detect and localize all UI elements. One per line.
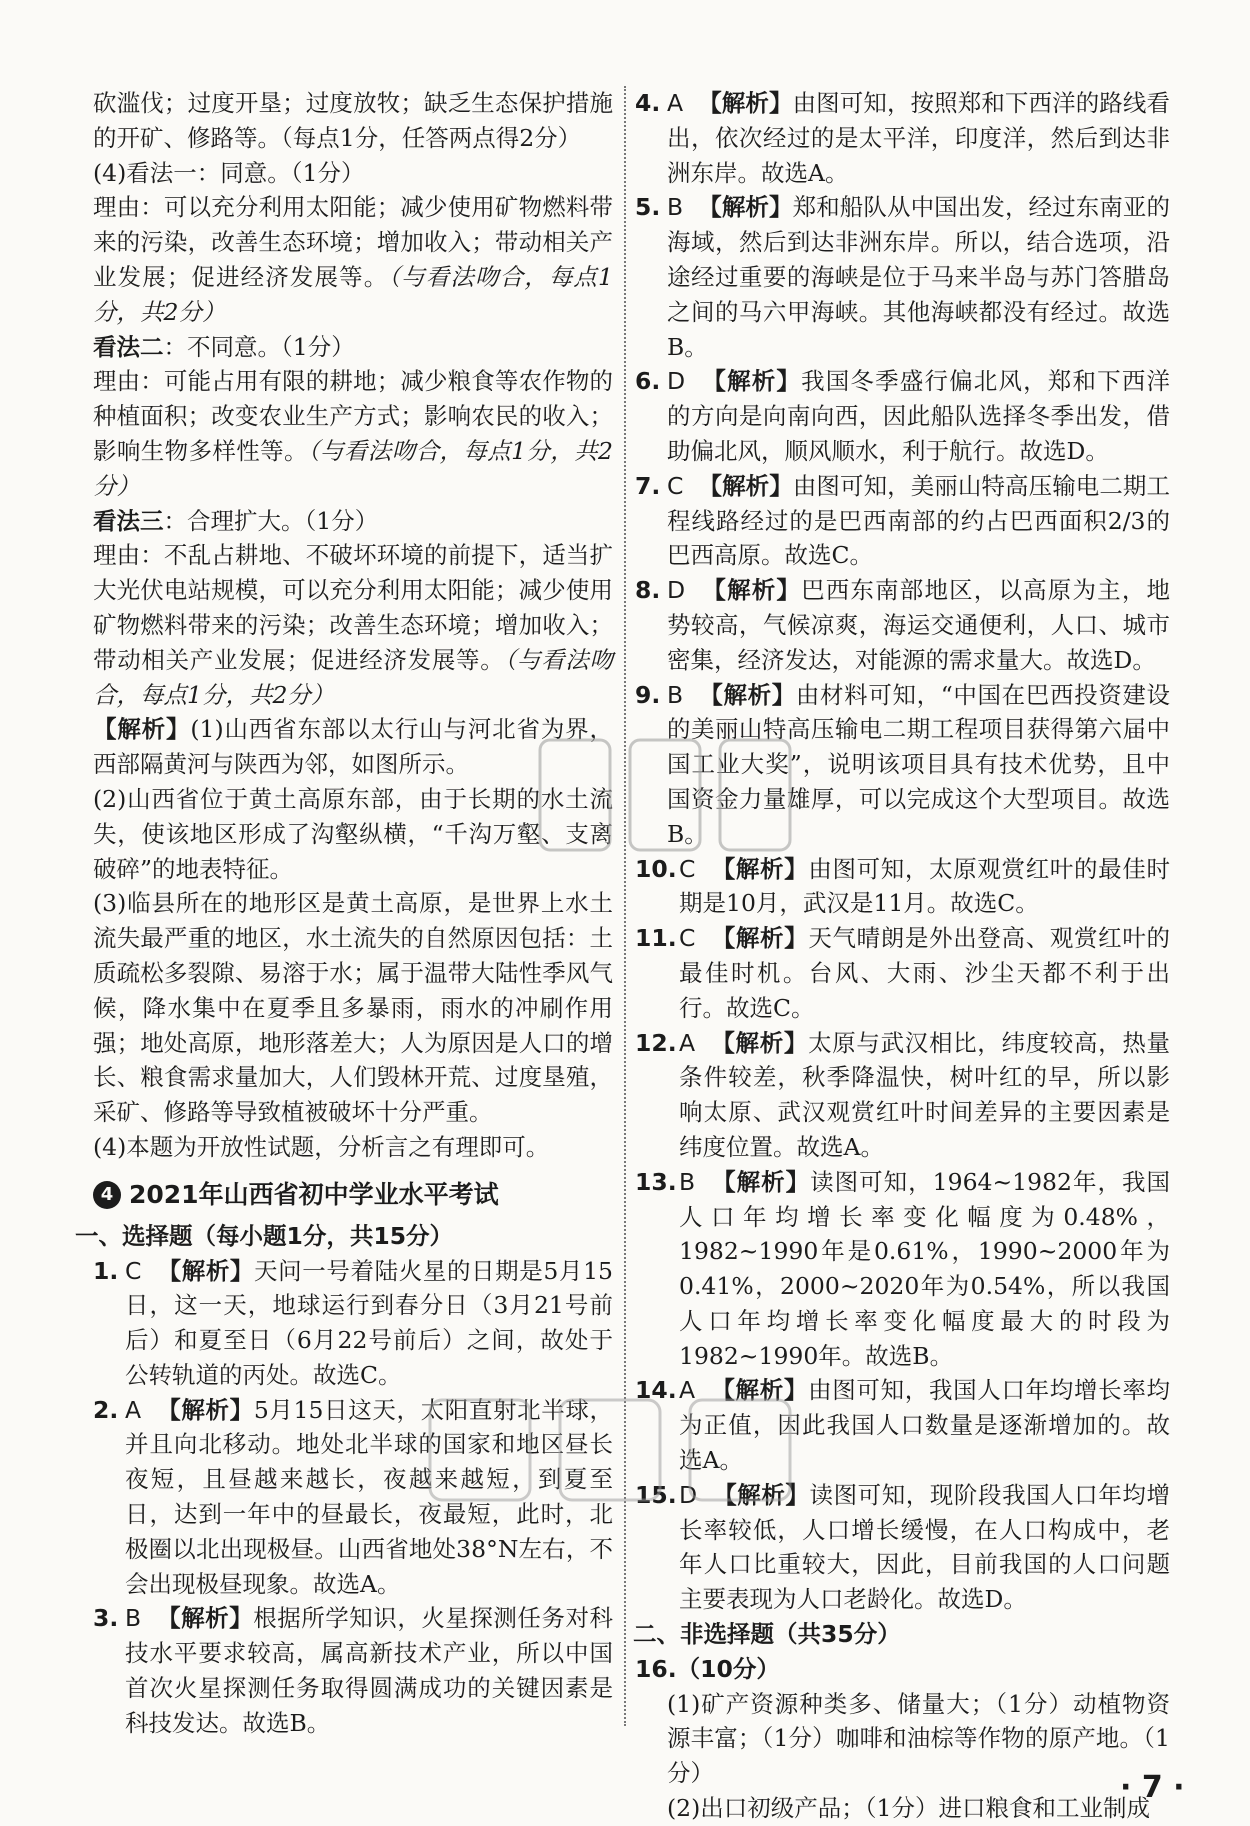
view-text: ：不同意。（1分） <box>163 332 355 361</box>
answer-letter: C <box>125 1256 142 1285</box>
reason-text: 理由：可以充分利用太阳能；减少使用矿物燃料带来的污染，改善生态环境；增加收入；带动相关产业发展；促进经济发展等。 <box>93 193 613 291</box>
answer-text: (2)出口初级产品；（1分）进口粮食和工业制成 <box>667 1794 1150 1823</box>
answer-letter: C <box>667 471 684 500</box>
part-heading: 二、非选择题（共35分） <box>633 1620 901 1649</box>
watermark-stamp <box>420 1380 800 1520</box>
watermark-stamp <box>520 700 820 900</box>
question-answer: 6. D 【解析】我国冬季盛行偏北风，郑和下西洋的方向是向南向西，因此船队选择冬季出发，借助偏北风，顺风顺水，利于航行。故选D。 <box>635 367 1170 465</box>
analysis-tag: 【解析】(1)山西省东部以太行山与河北省为界，西部隔黄河与陕西为邻，如图所示。 <box>93 715 613 779</box>
answer-letter: A <box>667 89 684 117</box>
question-answer: 10. C 【解析】由图可知，太原观赏红叶的最佳时期是10月，武汉是11月。故选C。 <box>635 854 1170 918</box>
section-title <box>93 1175 613 1215</box>
answer-letter: A <box>679 1376 696 1405</box>
analysis-text: (3)临县所在的地形区是黄土高原，是世界上水土流失最严重的地区，水土流失的自然原因包括：土质疏松多裂隙、易溶于水；属于温带大陆性季风气候，降水集中在夏季且多暴雨，雨水的冲刷作用强；地处高原，地形落差大；人为原因是人口的增长、粮食需求量加大，人们毁林开荒、过度垦殖，采矿、修路等导致植被破坏十分严重。 <box>93 889 613 1127</box>
question-answer: 8. D 【解析】巴西东南部地区，以高原为主，地势较高，气候凉爽，海运交通便利，人口、城市密集，经济发达，对能源的需求量大。故选D。 <box>635 576 1170 674</box>
answer-letter: A <box>125 1395 142 1424</box>
question-answer: 4. A 【解析】由图可知，按照郑和下西洋的路线看出，依次经过的是太平洋，印度洋，然后到达非洲东岸。故选A。 <box>635 89 1170 187</box>
answer-letter: D <box>667 367 686 396</box>
reason-text: 理由：不乱占耕地、不破坏环境的前提下，适当扩大光伏电站规模，可以充分利用太阳能；减少使用矿物燃料带来的污染；改善生态环境；增加收入；带动相关产业发展；促进经济发展等。 <box>93 541 613 674</box>
question-answer: 9. B 【解析】由材料可知，“中国在巴西投资建设的美丽山特高压输电二期工程项目获得第六届中国工业大奖”，说明该项目具有技术优势，且中国资金力量雄厚，可以完成这个大型项目。故选B。 <box>635 680 1170 848</box>
view-label: 看法二 <box>93 332 164 361</box>
answer-letter: D <box>667 576 686 605</box>
text-line <box>93 504 613 539</box>
answer-letter: B <box>667 680 684 709</box>
analysis-text: (1)山西省东部以太行山与河北省为界，西部隔黄河与陕西为邻，如图所示。 <box>93 715 613 779</box>
text-line <box>93 330 613 365</box>
score-note: （与看法吻合，每点1分，共2分） <box>93 645 614 709</box>
question-answer: 3. B 【解析】根据所学知识，火星探测任务对科技水平要求较高，属高新技术产业，所以中国首次火星探测任务取得圆满成功的关键因素是科技发达。故选B。 <box>93 1604 613 1737</box>
answer-text: (1)矿产资源种类多、储量大；（1分）动植物资源丰富；（1分）咖啡和油棕等作物的原产地。（1分） <box>667 1689 1170 1788</box>
text-line: 砍滥伐；过度开垦；过度放牧；缺乏生态保护措施的开矿、修路等。（每点1分，任答两点得2分） <box>93 89 613 152</box>
analysis-text: (2)山西省位于黄土高原东部，由于长期的水土流失，使该地区形成了沟壑纵横，“千沟万壑、支离破碎”的地表特征。 <box>93 784 613 883</box>
view-label: 看法三 <box>93 506 164 535</box>
question-answer: 1. C 【解析】天问一号着陆火星的日期是5月15日，这一天，地球运行到春分日（3月21号前后）和夏至日（6月22号前后）之间，故处于公转轨道的丙处。故选C。 <box>93 1256 613 1389</box>
question-answer: 7. C 【解析】由图可知，美丽山特高压输电二期工程线路经过的是巴西南部的约占巴西面积2/3的巴西高原。故选C。 <box>635 471 1171 570</box>
text-line <box>93 364 613 503</box>
answer-letter: B <box>679 1167 696 1196</box>
question-answer: 14. A 【解析】由图可知，我国人口年均增长率均为正值，因此我国人口数量是逐渐增加的。故选A。 <box>635 1376 1171 1475</box>
part-heading: 一、选择题（每小题1分，共15分） <box>75 1221 454 1250</box>
answer-letter: C <box>679 854 696 883</box>
question-heading: 16.（10分） <box>635 1654 780 1683</box>
right-column <box>635 86 1170 1826</box>
question-answer: 2. A 【解析】5月15日这天，太阳直射北半球，并且向北移动。地处北半球的国家和地区昼长夜短，且昼越来越长，夜越来越短，到夏至日，达到一年中的昼最长，夜最短，此时，北极圈以北出现极昼。山西省地处38°N左右，不会出现极昼现象。故选A。 <box>93 1395 613 1598</box>
answer-letter: C <box>679 924 696 953</box>
text-line <box>93 538 613 712</box>
section-title-text: 2021年山西省初中学业水平考试 <box>129 1179 499 1209</box>
view-text: ：合理扩大。（1分） <box>163 506 379 535</box>
answer-letter: D <box>679 1480 698 1509</box>
score-note: （与看法吻合，每点1分，共2分） <box>93 436 614 500</box>
text-line <box>93 190 613 329</box>
section-number-icon: 4 <box>93 1181 121 1209</box>
page-number: · 7 · <box>1120 1770 1185 1805</box>
question-answer: 11. C 【解析】天气晴朗是外出登高、观赏红叶的最佳时机。台风、大雨、沙尘天都不利于出行。故选C。 <box>635 924 1170 1022</box>
question-answer: 15. D 【解析】读图可知，现阶段我国人口年均增长率较低，人口增长缓慢，在人口构成中，老年人口比重较大，因此，目前我国的人口问题主要表现为人口老龄化。故选D。 <box>635 1480 1171 1614</box>
analysis-text: (4)本题为开放性试题，分析言之有理即可。 <box>93 1132 550 1161</box>
score-note: （与看法吻合，每点1分，共2分） <box>93 262 613 326</box>
question-answer: 5. B 【解析】郑和船队从中国出发，经过东南亚的海域，然后到达非洲东岸。所以，结合选项，沿途经过重要的海峡是位于马来半岛与苏门答腊岛之间的马六甲海峡。其他海峡都没有经过。故选B。 <box>635 193 1170 361</box>
question-answer: 13. B 【解析】读图可知，1964~1982年，我国人口年均增长率变化幅度为0.48%，1982~1990年是0.61%，1990~2000年为0.41%，2000~2020年为0.54%，所以我国人口年均增长率变化幅度最大的时段为1982~1990年。故选B。 <box>635 1167 1170 1370</box>
answer-letter: A <box>679 1028 696 1057</box>
answer-letter: B <box>125 1604 142 1633</box>
question-answer: 12. A 【解析】太原与武汉相比，纬度较高，热量条件较差，秋季降温快，树叶红的早，所以影响太原、武汉观赏红叶时间差异的主要因素是纬度位置。故选A。 <box>635 1028 1171 1161</box>
answer-letter: B <box>667 193 684 222</box>
reason-text: 理由：可能占用有限的耕地；减少粮食等农作物的种植面积；改变农业生产方式；影响农民的收入；影响生物多样性等。 <box>93 367 613 465</box>
text-line: (4)看法一：同意。（1分） <box>93 158 365 187</box>
